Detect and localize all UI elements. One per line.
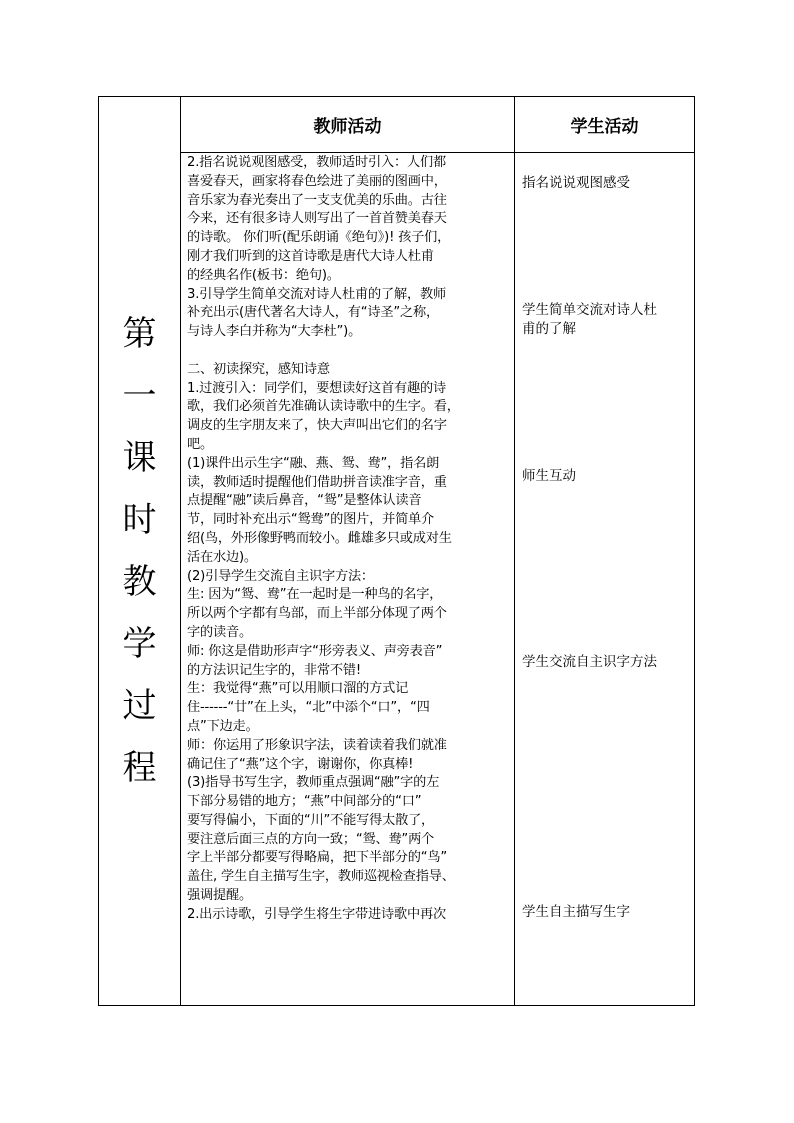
- teacher-text-line: 师: 你这是借助形声字“形旁表义、声旁表音”: [187, 643, 443, 659]
- teacher-text-line: (3)指导书写生字，教师重点强调“融”字的左: [187, 775, 440, 791]
- teacher-text-line: 绍(鸟，外形像野鸭而较小。雌雄多只或成对生: [187, 530, 452, 546]
- teacher-text-line: 喜爱春天，画家将春色绘进了美丽的图画中，: [187, 173, 447, 189]
- lesson-table: [98, 96, 695, 1006]
- teacher-text-line: (1)课件出示生字“融、燕、鸳、鸯”，指名朗: [187, 455, 440, 471]
- teacher-text-line: 的经典名作(板书：绝句)。: [187, 267, 340, 283]
- teacher-text-line: 3.引导学生简单交流对诗人杜甫的了解，教师: [187, 286, 446, 302]
- student-activity-header: 学生活动: [570, 117, 639, 137]
- teacher-text-line: 要注意后面三点的方向一致；“鸳、鸯”两个: [187, 831, 435, 847]
- teacher-text-line: 刚才我们听到的这首诗歌是唐代大诗人杜甫: [187, 248, 434, 264]
- side-title-char: 第: [122, 314, 157, 354]
- teacher-text-line: 生: 因为“鸳、鸯”在一起时是一种鸟的名字，: [187, 587, 443, 603]
- teacher-activity-text: [187, 154, 512, 925]
- teacher-text-line: 强调提醒。: [187, 888, 252, 904]
- blank-line: [187, 342, 512, 361]
- teacher-text-line: 师：你运用了形象识字法，读着读着我们就准: [187, 737, 447, 753]
- column-divider-1: [180, 97, 181, 1005]
- teacher-text-line: 与诗人李白并称为“大李杜”)。: [187, 324, 362, 340]
- teacher-text-line: 吧。: [187, 436, 213, 452]
- side-title: [99, 97, 180, 1005]
- teacher-text-line: 字上半部分都要写得略扁，把下半部分的“鸟”: [187, 850, 448, 866]
- side-title-char: 一: [122, 376, 157, 416]
- student-activity-item: 学生自主描写生字: [522, 904, 630, 920]
- teacher-text-line: 的诗歌。 你们听(配乐朗诵《绝句》)! 孩子们，: [187, 230, 451, 246]
- teacher-text-line: 字的读音。: [187, 624, 252, 640]
- side-title-char: 学: [122, 624, 157, 664]
- teacher-activity-header: 教师活动: [313, 117, 382, 137]
- column-divider-2: [514, 97, 515, 1005]
- teacher-text-line: 确记住了“燕”这个字，谢谢你，你真棒!: [187, 756, 414, 772]
- teacher-text-line: 二、初读探究，感知诗意: [187, 361, 330, 377]
- teacher-text-line: 2.指名说说观图感受，教师适时引入：人们都: [187, 155, 446, 170]
- teacher-text-line: 所以两个字都有鸟部，而上半部分体现了两个: [187, 606, 447, 622]
- student-activity-item: 指名说说观图感受: [522, 175, 630, 191]
- teacher-text-line: 补充出示(唐代著名大诗人，有“诗圣”之称，: [187, 305, 439, 321]
- teacher-text-line: 要写得偏小，下面的“川”不能写得太散了，: [187, 812, 435, 828]
- teacher-text-line: 盖住, 学生自主描写生字，教师巡视检查指导、: [187, 869, 455, 885]
- teacher-text-line: 调皮的生字朋友来了，快大声叫出它们的名字: [187, 418, 447, 434]
- teacher-text-line: 音乐家为春光奏出了一支支优美的乐曲。古往: [187, 192, 447, 208]
- teacher-text-line: 生：我觉得“燕”可以用顺口溜的方式记: [187, 681, 409, 697]
- teacher-text-line: 点提醒“融”读后鼻音，“鸳”是整体认读音: [187, 493, 422, 509]
- teacher-text-line: 节，同时补充出示“鸳鸯”的图片，并简单介: [187, 512, 435, 528]
- teacher-text-line: 1.过渡引入：同学们，要想读好这首有趣的诗: [187, 380, 446, 396]
- teacher-text-line: 的方法识记生字的，非常不错!: [187, 662, 361, 678]
- teacher-text-line: 读，教师适时提醒他们借助拼音读准字音，重: [187, 474, 447, 490]
- header-divider: [180, 152, 694, 153]
- student-activity-item: 师生互动: [522, 468, 576, 484]
- student-activity-item: 学生简单交流对诗人杜 甫的了解: [522, 302, 657, 337]
- student-activity-item: 学生交流自主识字方法: [522, 654, 657, 670]
- teacher-text-line: 下部分易错的地方；“燕”中间部分的“口”: [187, 794, 422, 810]
- teacher-text-line: 住------“廿”在上头，“北”中添个“口”，“四: [187, 700, 430, 716]
- side-title-char: 教: [122, 562, 157, 602]
- teacher-text-line: 活在水边)。: [187, 549, 257, 565]
- side-title-char: 时: [122, 500, 157, 540]
- teacher-text-line: 今来，还有很多诗人则写出了一首首赞美春天: [187, 211, 447, 227]
- side-title-char: 课: [122, 438, 157, 478]
- teacher-text-line: 2.出示诗歌，引导学生将生字带进诗歌中再次: [187, 906, 446, 922]
- teacher-text-line: 点”下边走。: [187, 718, 259, 734]
- side-title-char: 过: [122, 686, 157, 726]
- side-title-char: 程: [122, 748, 157, 788]
- teacher-text-line: (2)引导学生交流自主识字方法：: [187, 568, 374, 584]
- teacher-text-line: 歌，我们必须首先准确认读诗歌中的生字。看，: [187, 399, 460, 415]
